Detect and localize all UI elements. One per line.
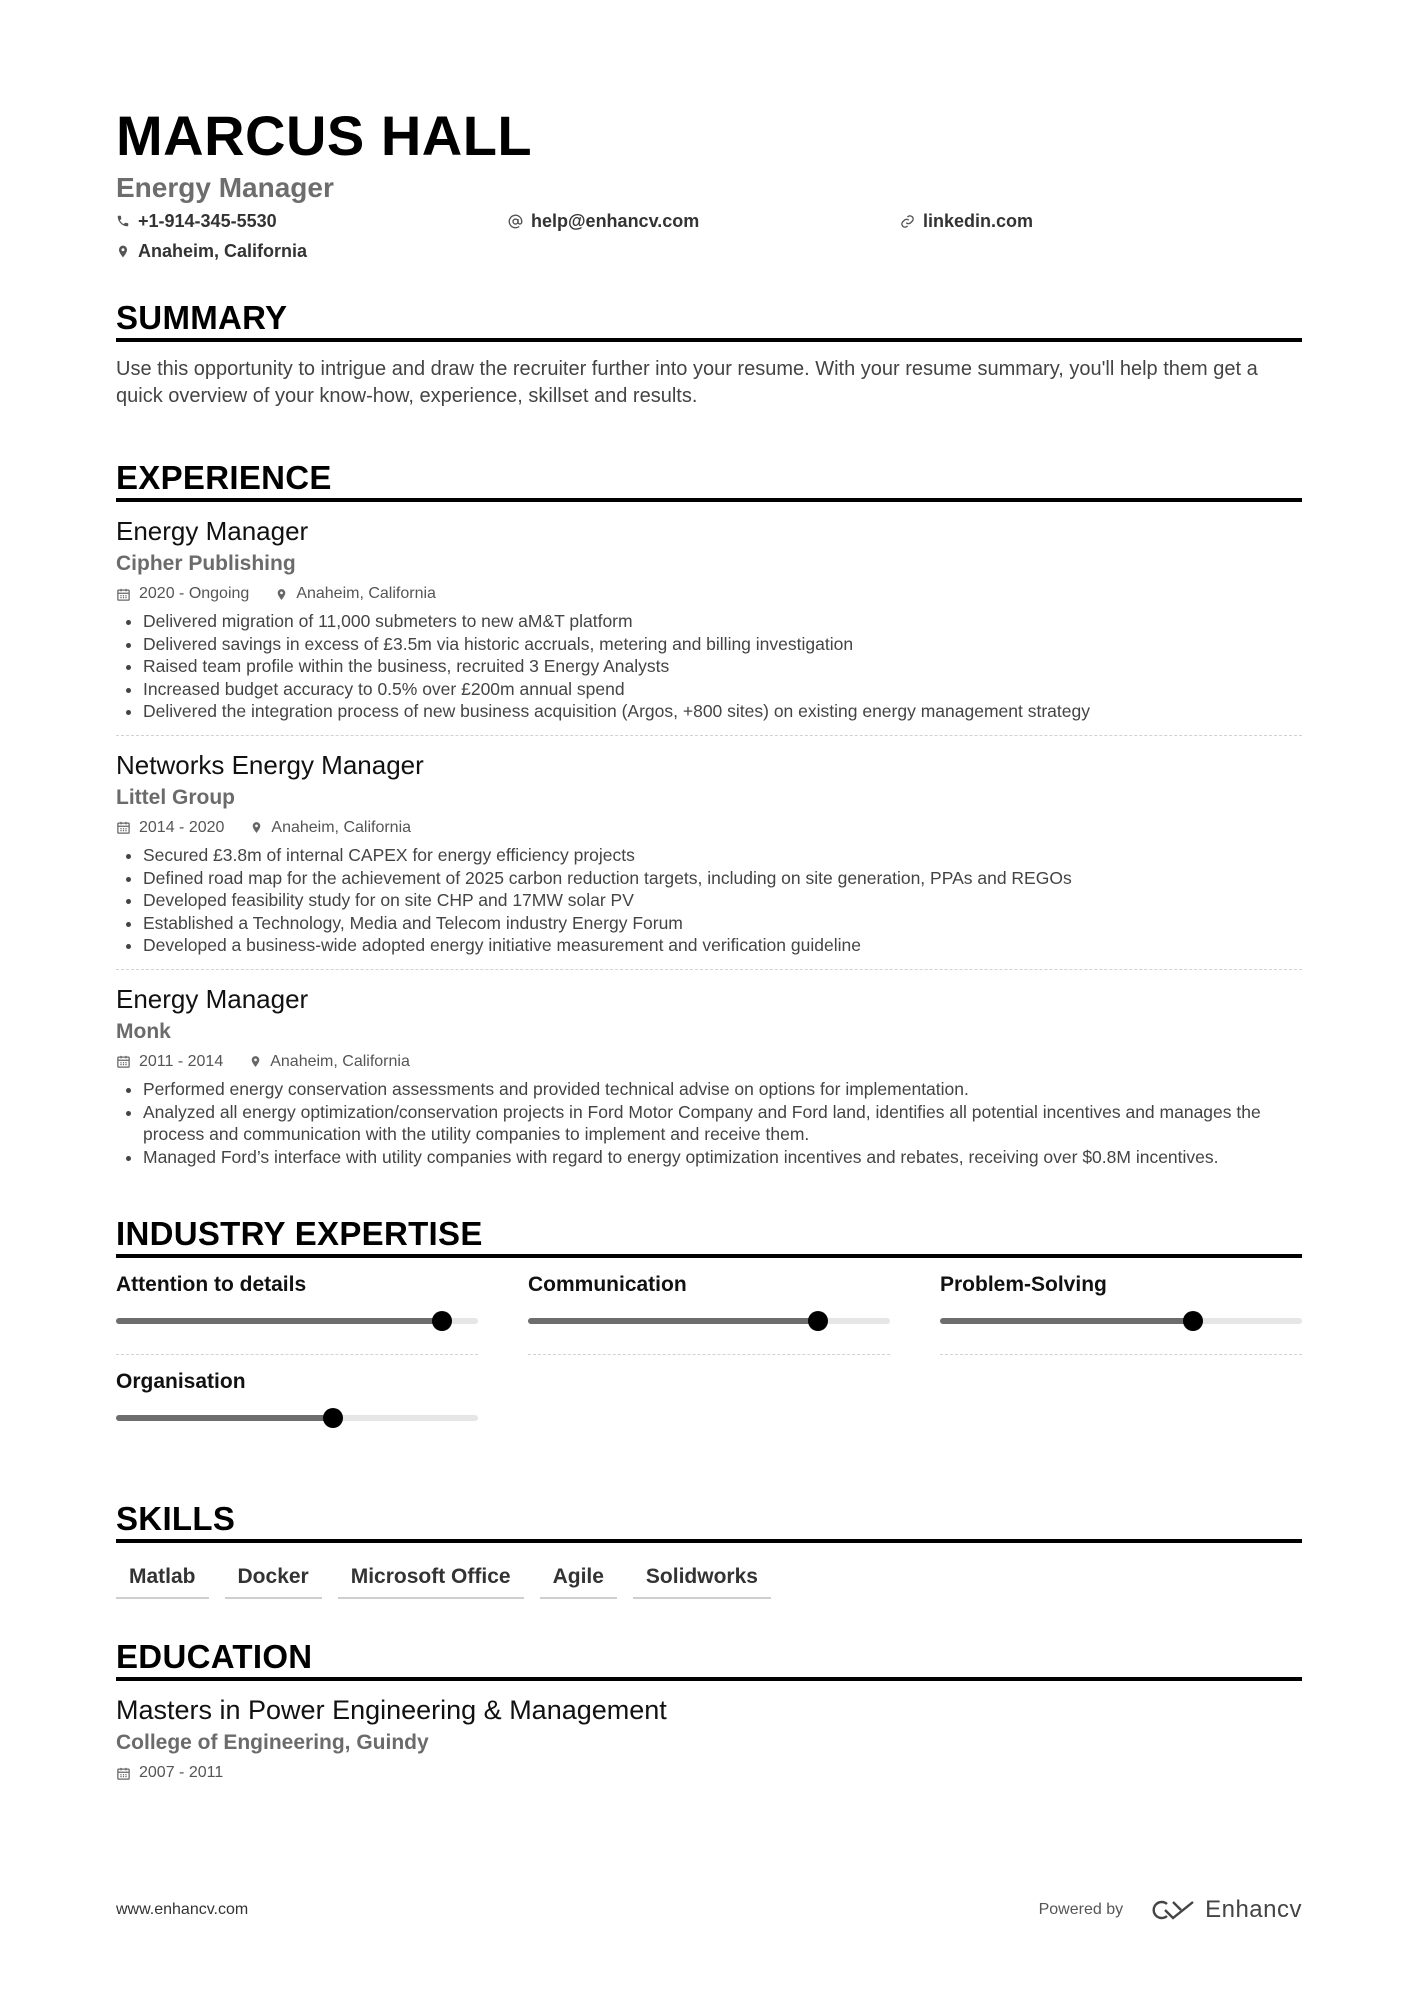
job-title: Energy Manager	[116, 516, 309, 546]
expertise-label: Communication	[528, 1273, 687, 1297]
education-dates	[116, 1763, 223, 1783]
page-footer	[116, 1896, 1302, 1924]
link-icon	[900, 214, 915, 229]
education-school: College of Engineering, Guindy	[116, 1731, 429, 1755]
job-meta	[116, 818, 1302, 838]
expertise-label: Problem-Solving	[940, 1273, 1107, 1297]
location-pin-icon	[275, 587, 288, 602]
at-icon	[508, 214, 523, 229]
powered-by-text: Powered by	[1038, 1901, 1124, 1918]
job-company: Cipher Publishing	[116, 552, 296, 575]
candidate-title: Energy Manager	[116, 172, 334, 203]
job-title: Energy Manager	[116, 983, 309, 1014]
job-title: Networks Energy Manager	[116, 749, 424, 780]
resume-page	[116, 92, 1302, 1783]
job-bullet: • Delivered savings in excess of £3.5m via historic accruals, metering and billing investigation	[143, 633, 1302, 656]
expertise-bar-fill	[528, 1318, 818, 1324]
phone-text: +1-914-345-5530	[138, 210, 277, 231]
job-dates-text: 2014 - 2020	[139, 818, 225, 836]
section-title-summary: SUMMARY	[116, 298, 1302, 342]
contact-linkedin[interactable]	[900, 210, 1292, 232]
education-meta	[116, 1763, 1302, 1783]
job-bullets	[116, 844, 1302, 957]
location-pin-icon	[249, 1054, 262, 1069]
job-company: Monk	[116, 1019, 171, 1043]
job-bullet: • Delivered migration of 11,000 submeters to new aM&T platform	[143, 610, 1302, 633]
calendar-icon	[116, 1766, 131, 1781]
job-location-text: Anaheim, California	[296, 585, 436, 602]
summary-text: Use this opportunity to intrigue and draw the recruiter further into your resume. With your resume summary, you'll help them get a quick overview of your know-how, experience, skillset and results.	[116, 358, 1258, 407]
job-meta	[116, 1052, 1302, 1072]
expertise-item	[940, 1272, 1302, 1355]
education-section	[116, 1637, 1302, 1783]
skills-section	[116, 1499, 1302, 1599]
expertise-bar-dot	[1183, 1311, 1203, 1331]
job-bullet: • Established a Technology, Media and Telecom industry Energy Forum	[143, 912, 1302, 935]
contact-list	[116, 210, 1302, 262]
education-degree: Masters in Power Engineering & Management	[116, 1695, 667, 1726]
job-location-text: Anaheim, California	[270, 1052, 410, 1070]
expertise-bar-fill	[116, 1318, 442, 1324]
expertise-item	[116, 1369, 478, 1465]
expertise-label: Attention to details	[116, 1273, 307, 1297]
skill-list	[116, 1561, 1302, 1599]
job-bullet: • Increased budget accuracy to 0.5% over £200m annual spend	[143, 678, 1302, 701]
skill-tag: Solidworks	[633, 1561, 771, 1599]
job-dates-text: 2020 - Ongoing	[139, 585, 250, 602]
section-title-education: EDUCATION	[116, 1637, 1302, 1681]
contact-location	[116, 240, 508, 262]
job-dates	[116, 584, 249, 604]
job-bullet: • Raised team profile within the business, recruited 3 Energy Analysts	[143, 655, 1302, 678]
expertise-grid	[116, 1272, 1302, 1465]
job-entry	[116, 736, 1302, 970]
job-dates	[116, 818, 224, 838]
job-entry	[116, 970, 1302, 1180]
contact-phone[interactable]	[116, 210, 508, 232]
expertise-bar	[116, 1318, 478, 1324]
job-entry	[116, 502, 1302, 736]
expertise-item	[116, 1272, 478, 1355]
expertise-bar	[528, 1318, 890, 1324]
job-dates-text: 2011 - 2014	[139, 1052, 224, 1070]
job-bullet: • Performed energy conservation assessments and provided technical advise on options for implementation.	[143, 1078, 1302, 1101]
linkedin-text: linkedin.com	[923, 210, 1034, 231]
location-pin-icon	[116, 244, 130, 259]
expertise-item	[528, 1272, 890, 1355]
location-pin-icon	[250, 820, 263, 835]
calendar-icon	[116, 587, 131, 602]
expertise-bar	[940, 1318, 1302, 1324]
expertise-bar	[116, 1415, 478, 1421]
location-text: Anaheim, California	[138, 240, 308, 261]
expertise-bar-dot	[323, 1408, 343, 1428]
job-bullets	[116, 610, 1302, 723]
skill-tag: Agile	[540, 1561, 617, 1599]
section-title-expertise: INDUSTRY EXPERTISE	[116, 1214, 1302, 1258]
contact-email[interactable]	[508, 210, 900, 232]
job-bullet: • Defined road map for the achievement of 2025 carbon reduction targets, including on site generation, PPAs and REGOs	[143, 867, 1302, 890]
experience-section	[116, 458, 1302, 1180]
job-dates	[116, 1052, 223, 1072]
job-company: Littel Group	[116, 785, 235, 809]
job-location	[250, 818, 411, 838]
job-bullet: • Analyzed all energy optimization/conservation projects in Ford Motor Company and Ford land, identifies all potential incentives and manages the process and communication with the utility companies to implement and receive them.	[143, 1101, 1302, 1146]
expertise-bar-fill	[940, 1318, 1193, 1324]
job-location-text: Anaheim, California	[271, 818, 412, 836]
expertise-bar-dot	[432, 1311, 452, 1331]
skill-tag: Microsoft Office	[338, 1561, 524, 1599]
job-bullet: • Delivered the integration process of new business acquisition (Argos, +800 sites) on existing energy management strategy	[143, 700, 1302, 723]
job-meta	[116, 584, 1302, 604]
powered-by	[1039, 1896, 1302, 1924]
skill-tag: Matlab	[116, 1561, 209, 1599]
phone-icon	[116, 214, 130, 228]
expertise-section	[116, 1214, 1302, 1465]
calendar-icon	[116, 820, 131, 835]
education-dates-text: 2007 - 2011	[139, 1764, 224, 1782]
job-bullet: • Secured £3.8m of internal CAPEX for energy efficiency projects	[143, 844, 1302, 867]
job-location	[249, 1052, 410, 1072]
summary-section	[116, 298, 1302, 410]
skill-tag: Docker	[225, 1561, 322, 1599]
expertise-bar-fill	[116, 1415, 333, 1421]
brand-name: Enhancv	[1205, 1896, 1302, 1923]
email-text: help@enhancv.com	[531, 210, 700, 231]
section-title-skills: SKILLS	[116, 1499, 1302, 1543]
section-title-experience: EXPERIENCE	[116, 458, 1302, 502]
calendar-icon	[116, 1054, 131, 1069]
job-bullet: • Managed Ford’s interface with utility companies with regard to energy optimization incentives and rebates, receiving over $0.8M incentives.	[143, 1146, 1302, 1169]
candidate-name: MARCUS HALL	[116, 104, 533, 167]
footer-url[interactable]: www.enhancv.com	[116, 1901, 249, 1918]
job-bullets	[116, 1078, 1302, 1168]
job-bullet: • Developed a business-wide adopted energy initiative measurement and verification guideline	[143, 934, 1302, 957]
expertise-label: Organisation	[116, 1370, 246, 1394]
job-location	[275, 584, 436, 604]
job-bullet: • Developed feasibility study for on site CHP and 17MW solar PV	[143, 889, 1302, 912]
enhancv-logo-icon	[1151, 1898, 1197, 1922]
expertise-bar-dot	[808, 1311, 828, 1331]
resume-header	[116, 104, 1302, 262]
